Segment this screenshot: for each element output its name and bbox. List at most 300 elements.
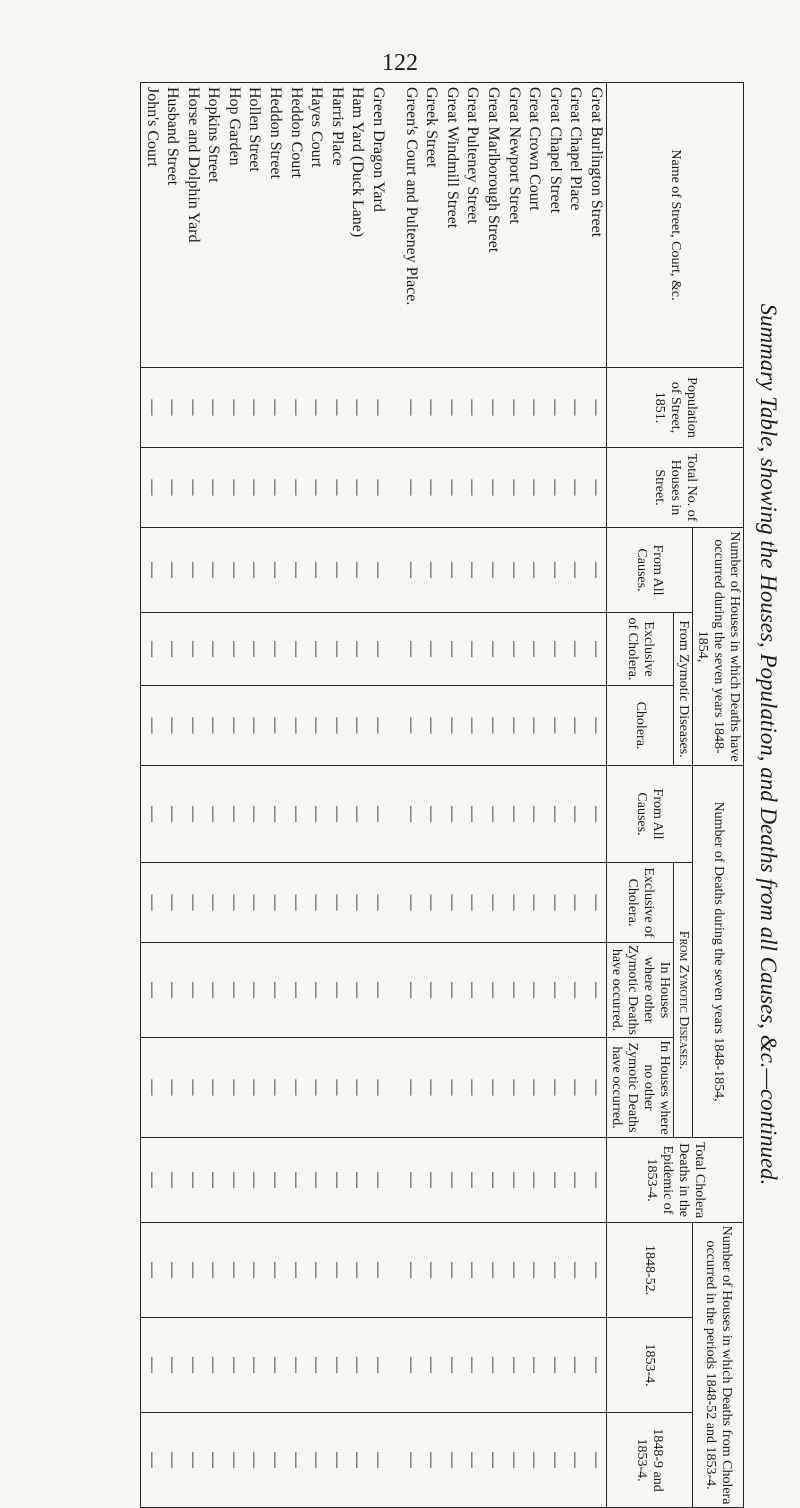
street-name-cell: Great Crown Court	[526, 87, 544, 211]
value-cell: —	[505, 399, 523, 416]
value-cell: —	[567, 562, 585, 578]
value-cell: —	[423, 1452, 441, 1469]
value-cell: —	[485, 641, 503, 657]
value-cell: —	[225, 479, 243, 496]
street-name-cell: Hopkins Street	[205, 87, 223, 183]
value-cell: —	[164, 1452, 182, 1469]
value-cell: —	[402, 982, 420, 999]
value-cell: —	[546, 479, 564, 496]
value-cell: —	[546, 1079, 564, 1096]
value-cell: —	[567, 1262, 585, 1279]
group-spacer	[388, 1223, 400, 1317]
value-cell: —	[443, 1172, 461, 1189]
value-cell: —	[349, 399, 367, 416]
value-cell: —	[546, 1452, 564, 1469]
value-cell: —	[184, 479, 202, 496]
header-deaths-from-all: From All Causes.	[607, 766, 693, 863]
value-cell: —	[184, 982, 202, 999]
value-cell: —	[267, 562, 285, 578]
street-name-cell: Heddon Street	[267, 87, 285, 179]
value-cell: —	[349, 479, 367, 496]
value-cell: —	[370, 641, 388, 657]
value-cell: —	[526, 641, 544, 657]
value-cell: —	[225, 1357, 243, 1374]
value-cell: —	[267, 641, 285, 657]
value-cell: —	[267, 982, 285, 999]
group-spacer	[388, 1038, 400, 1137]
group-spacer	[388, 368, 400, 447]
value-cell: —	[370, 1079, 388, 1096]
value-cell: —	[546, 1357, 564, 1374]
value-cell: —	[588, 894, 605, 911]
value-cell: —	[526, 562, 544, 578]
value-cell: —	[370, 479, 388, 496]
street-name-column	[141, 83, 606, 367]
value-cell: —	[225, 806, 243, 823]
epidemic-deaths-column	[141, 1138, 606, 1222]
value-cell: —	[349, 1079, 367, 1096]
value-cell: —	[546, 562, 564, 578]
value-cell: —	[443, 479, 461, 496]
value-cell: —	[267, 1452, 285, 1469]
header-total-cholera: Total Cholera Deaths in the Epidemic of 1853-4.	[607, 1138, 744, 1223]
street-name-cell: Great Pulteney Street	[464, 87, 482, 224]
page-number: 122	[382, 50, 418, 76]
value-cell: —	[349, 641, 367, 657]
street-name-cell: Great Marlborough Street	[485, 87, 503, 253]
value-cell: —	[205, 1079, 223, 1096]
street-name-cell: Hop Garden	[225, 87, 243, 166]
value-cell: —	[485, 562, 503, 578]
value-cell: —	[588, 1452, 605, 1469]
value-cell: —	[184, 894, 202, 911]
summary-table	[140, 82, 744, 1508]
value-cell: —	[205, 1172, 223, 1189]
value-cell: —	[328, 894, 346, 911]
value-cell: —	[464, 717, 482, 734]
group-spacer	[388, 863, 400, 942]
value-cell: —	[526, 717, 544, 734]
value-cell: —	[526, 1452, 544, 1469]
value-cell: —	[485, 399, 503, 416]
value-cell: —	[164, 479, 182, 496]
value-cell: —	[246, 806, 264, 823]
header-cholera-houses-group: Number of Houses in which Deaths from Cholera occurred in the periods 1848-52 and 1853-4.	[693, 1223, 744, 1508]
street-name-cell: Ham Yard (Duck Lane)	[349, 87, 367, 238]
value-cell: —	[143, 562, 161, 578]
value-cell: —	[443, 806, 461, 823]
street-name-cell: Great Burlington Street	[588, 87, 605, 238]
value-cell: —	[423, 894, 441, 911]
value-cell: —	[464, 806, 482, 823]
value-cell: —	[225, 717, 243, 734]
street-name-cell: Great Windmill Street	[443, 87, 461, 229]
value-cell: —	[184, 399, 202, 416]
value-cell: —	[164, 641, 182, 657]
value-cell: —	[464, 479, 482, 496]
deaths-all-causes-column	[141, 766, 606, 862]
value-cell: —	[349, 717, 367, 734]
value-cell: —	[287, 1262, 305, 1279]
value-cell: —	[143, 1357, 161, 1374]
value-cell: —	[443, 717, 461, 734]
street-name-cell: Husband Street	[164, 87, 182, 186]
value-cell: —	[225, 1172, 243, 1189]
value-cell: —	[464, 894, 482, 911]
value-cell: —	[464, 399, 482, 416]
group-spacer	[388, 613, 400, 685]
street-name-cell: Great Chapel Street	[546, 87, 564, 214]
value-cell: —	[423, 806, 441, 823]
value-cell: —	[328, 1079, 346, 1096]
value-cell: —	[349, 1452, 367, 1469]
value-cell: —	[184, 641, 202, 657]
value-cell: —	[225, 982, 243, 999]
value-cell: —	[505, 479, 523, 496]
value-cell: —	[349, 562, 367, 578]
value-cell: —	[423, 982, 441, 999]
value-cell: —	[567, 717, 585, 734]
value-cell: —	[267, 894, 285, 911]
value-cell: —	[370, 894, 388, 911]
value-cell: —	[308, 806, 326, 823]
value-cell: —	[485, 717, 503, 734]
value-cell: —	[464, 1262, 482, 1279]
value-cell: —	[505, 562, 523, 578]
value-cell: —	[143, 1172, 161, 1189]
value-cell: —	[485, 1079, 503, 1096]
value-cell: —	[505, 1452, 523, 1469]
value-cell: —	[526, 982, 544, 999]
value-cell: —	[505, 894, 523, 911]
value-cell: —	[464, 1079, 482, 1096]
deaths-no-other-zymotic-column	[141, 1038, 606, 1137]
value-cell: —	[143, 806, 161, 823]
value-cell: —	[588, 1079, 605, 1096]
value-cell: —	[328, 806, 346, 823]
value-cell: —	[287, 1357, 305, 1374]
value-cell: —	[308, 1262, 326, 1279]
value-cell: —	[443, 982, 461, 999]
deaths-other-zymotic-column	[141, 943, 606, 1037]
value-cell: —	[402, 399, 420, 416]
value-cell: —	[443, 562, 461, 578]
value-cell: —	[267, 1262, 285, 1279]
value-cell: —	[205, 1357, 223, 1374]
value-cell: —	[287, 717, 305, 734]
value-cell: —	[588, 641, 605, 657]
value-cell: —	[546, 641, 564, 657]
value-cell: —	[246, 562, 264, 578]
value-cell: —	[402, 641, 420, 657]
value-cell: —	[402, 894, 420, 911]
header-houses-from-all: From All Causes.	[607, 528, 693, 613]
value-cell: —	[328, 1172, 346, 1189]
header-houses-exclusive: Exclusive of Cholera.	[607, 613, 674, 686]
value-cell: —	[328, 399, 346, 416]
value-cell: —	[328, 479, 346, 496]
value-cell: —	[526, 1172, 544, 1189]
street-name-cell: Great Newport Street	[505, 87, 523, 224]
value-cell: —	[485, 894, 503, 911]
value-cell: —	[308, 1452, 326, 1469]
value-cell: —	[443, 1452, 461, 1469]
header-total-houses: Total No. of Houses in Street.	[607, 448, 744, 528]
value-cell: —	[267, 399, 285, 416]
header-period-1848: 1848-52.	[607, 1223, 693, 1318]
value-cell: —	[246, 1357, 264, 1374]
value-cell: —	[246, 1262, 264, 1279]
header-deaths-exclusive: Exclusive of Cholera.	[607, 863, 674, 943]
value-cell: —	[287, 479, 305, 496]
street-name-cell: Harris Place	[328, 87, 346, 166]
value-cell: —	[464, 982, 482, 999]
header-deaths-zymotic: From Zymotic Diseases.	[674, 863, 693, 1138]
value-cell: —	[308, 1172, 326, 1189]
value-cell: —	[546, 717, 564, 734]
group-spacer	[388, 1138, 400, 1222]
value-cell: —	[225, 1079, 243, 1096]
value-cell: —	[402, 1357, 420, 1374]
value-cell: —	[423, 1357, 441, 1374]
value-cell: —	[267, 717, 285, 734]
header-period-1853: 1853-4.	[607, 1318, 693, 1413]
header-deaths-group: Number of Deaths during the seven years 1848-1854,	[693, 766, 744, 1138]
value-cell: —	[567, 479, 585, 496]
value-cell: —	[164, 806, 182, 823]
group-spacer	[388, 1413, 400, 1507]
value-cell: —	[505, 806, 523, 823]
value-cell: —	[225, 399, 243, 416]
value-cell: —	[370, 1172, 388, 1189]
value-cell: —	[588, 1262, 605, 1279]
value-cell: —	[546, 399, 564, 416]
value-cell: —	[287, 1079, 305, 1096]
value-cell: —	[588, 399, 605, 416]
value-cell: —	[370, 1357, 388, 1374]
group-spacer	[388, 1318, 400, 1412]
value-cell: —	[485, 1452, 503, 1469]
value-cell: —	[267, 806, 285, 823]
street-name-cell: Great Chapel Place	[567, 87, 585, 211]
value-cell: —	[328, 1452, 346, 1469]
houses-all-causes-column	[141, 528, 606, 612]
value-cell: —	[328, 717, 346, 734]
value-cell: —	[370, 982, 388, 999]
group-spacer	[388, 943, 400, 1037]
value-cell: —	[287, 399, 305, 416]
value-cell: —	[567, 894, 585, 911]
value-cell: —	[287, 1452, 305, 1469]
header-population: Population of Street, 1851.	[607, 368, 744, 448]
street-name-cell: John's Court	[143, 87, 161, 167]
value-cell: —	[184, 1357, 202, 1374]
value-cell: —	[567, 1079, 585, 1096]
street-name-cell: Hayes Court	[308, 87, 326, 168]
value-cell: —	[225, 1262, 243, 1279]
value-cell: —	[464, 562, 482, 578]
value-cell: —	[402, 562, 420, 578]
value-cell: —	[143, 1079, 161, 1096]
value-cell: —	[370, 1452, 388, 1469]
value-cell: —	[205, 562, 223, 578]
value-cell: —	[308, 1357, 326, 1374]
value-cell: —	[164, 717, 182, 734]
street-name-cell: Heddon Court	[287, 87, 305, 179]
deaths-exclusive-column	[141, 863, 606, 942]
value-cell: —	[287, 1172, 305, 1189]
population-column	[141, 368, 606, 447]
value-cell: —	[402, 1172, 420, 1189]
value-cell: —	[308, 894, 326, 911]
group-spacer	[388, 766, 400, 862]
value-cell: —	[328, 982, 346, 999]
value-cell: —	[588, 1172, 605, 1189]
value-cell: —	[143, 894, 161, 911]
value-cell: —	[246, 894, 264, 911]
value-cell: —	[588, 479, 605, 496]
value-cell: —	[443, 399, 461, 416]
value-cell: —	[567, 1172, 585, 1189]
value-cell: —	[205, 479, 223, 496]
table-body-row	[140, 83, 606, 1508]
value-cell: —	[485, 982, 503, 999]
value-cell: —	[423, 1079, 441, 1096]
value-cell: —	[402, 1079, 420, 1096]
value-cell: —	[308, 1079, 326, 1096]
value-cell: —	[164, 1262, 182, 1279]
group-spacer	[388, 87, 400, 367]
value-cell: —	[485, 1172, 503, 1189]
value-cell: —	[205, 1452, 223, 1469]
street-name-cell: Green's Court and Pulteney Place.	[402, 87, 420, 306]
total-houses-column	[141, 448, 606, 527]
value-cell: —	[567, 1357, 585, 1374]
value-cell: —	[402, 717, 420, 734]
value-cell: —	[164, 894, 182, 911]
value-cell: —	[423, 562, 441, 578]
value-cell: —	[225, 562, 243, 578]
value-cell: —	[505, 1262, 523, 1279]
value-cell: —	[349, 1262, 367, 1279]
value-cell: —	[184, 1079, 202, 1096]
value-cell: —	[164, 982, 182, 999]
value-cell: —	[349, 894, 367, 911]
value-cell: —	[267, 479, 285, 496]
value-cell: —	[287, 806, 305, 823]
value-cell: —	[526, 1357, 544, 1374]
value-cell: —	[443, 1357, 461, 1374]
value-cell: —	[464, 641, 482, 657]
value-cell: —	[567, 399, 585, 416]
value-cell: —	[567, 806, 585, 823]
value-cell: —	[225, 1452, 243, 1469]
header-period-both: 1848-9 and 1853-4.	[607, 1413, 693, 1508]
value-cell: —	[143, 479, 161, 496]
value-cell: —	[423, 641, 441, 657]
value-cell: —	[246, 399, 264, 416]
value-cell: —	[246, 1079, 264, 1096]
period-1848-column	[141, 1223, 606, 1317]
value-cell: —	[505, 1357, 523, 1374]
value-cell: —	[505, 717, 523, 734]
value-cell: —	[370, 399, 388, 416]
value-cell: —	[308, 982, 326, 999]
value-cell: —	[464, 1357, 482, 1374]
group-spacer	[388, 528, 400, 612]
value-cell: —	[349, 1357, 367, 1374]
value-cell: —	[567, 641, 585, 657]
value-cell: —	[526, 479, 544, 496]
value-cell: —	[267, 1079, 285, 1096]
value-cell: —	[246, 479, 264, 496]
value-cell: —	[287, 982, 305, 999]
value-cell: —	[184, 562, 202, 578]
value-cell: —	[225, 894, 243, 911]
value-cell: —	[349, 1172, 367, 1189]
value-cell: —	[205, 641, 223, 657]
value-cell: —	[526, 399, 544, 416]
period-1853-column	[141, 1318, 606, 1412]
header-houses-group: Number of Houses in which Deaths have occurred during the seven years 1848-1854,	[693, 528, 744, 766]
street-name-cell: Horse and Dolphin Yard	[184, 87, 202, 243]
value-cell: —	[246, 641, 264, 657]
value-cell: —	[464, 1172, 482, 1189]
header-in-houses-no-other: In Houses where no other Zymotic Deaths have occurred.	[607, 1038, 674, 1138]
value-cell: —	[287, 894, 305, 911]
header-houses-cholera: Cholera.	[607, 686, 674, 766]
value-cell: —	[308, 717, 326, 734]
value-cell: —	[246, 982, 264, 999]
value-cell: —	[184, 1172, 202, 1189]
value-cell: —	[225, 641, 243, 657]
value-cell: —	[164, 1172, 182, 1189]
value-cell: —	[328, 562, 346, 578]
value-cell: —	[308, 479, 326, 496]
value-cell: —	[349, 806, 367, 823]
value-cell: —	[370, 806, 388, 823]
value-cell: —	[164, 1079, 182, 1096]
value-cell: —	[588, 1357, 605, 1374]
value-cell: —	[567, 982, 585, 999]
value-cell: —	[205, 1262, 223, 1279]
value-cell: —	[485, 1262, 503, 1279]
value-cell: —	[526, 1262, 544, 1279]
value-cell: —	[205, 806, 223, 823]
value-cell: —	[370, 562, 388, 578]
value-cell: —	[308, 562, 326, 578]
value-cell: —	[246, 717, 264, 734]
value-cell: —	[143, 641, 161, 657]
value-cell: —	[205, 894, 223, 911]
value-cell: —	[143, 1262, 161, 1279]
value-cell: —	[402, 1262, 420, 1279]
value-cell: —	[485, 479, 503, 496]
value-cell: —	[505, 641, 523, 657]
value-cell: —	[143, 1452, 161, 1469]
value-cell: —	[588, 806, 605, 823]
value-cell: —	[205, 717, 223, 734]
street-name-cell: Greek Street	[423, 87, 441, 168]
rotated-table-page	[80, 82, 792, 1505]
value-cell: —	[205, 399, 223, 416]
group-spacer	[388, 686, 400, 765]
value-cell: —	[546, 806, 564, 823]
value-cell: —	[526, 1079, 544, 1096]
value-cell: —	[423, 399, 441, 416]
table-title: Summary Table, showing the Houses, Population, and Deaths from all Causes, &c.—continued.	[756, 303, 781, 1186]
street-name-cell: Green Dragon Yard	[370, 87, 388, 212]
